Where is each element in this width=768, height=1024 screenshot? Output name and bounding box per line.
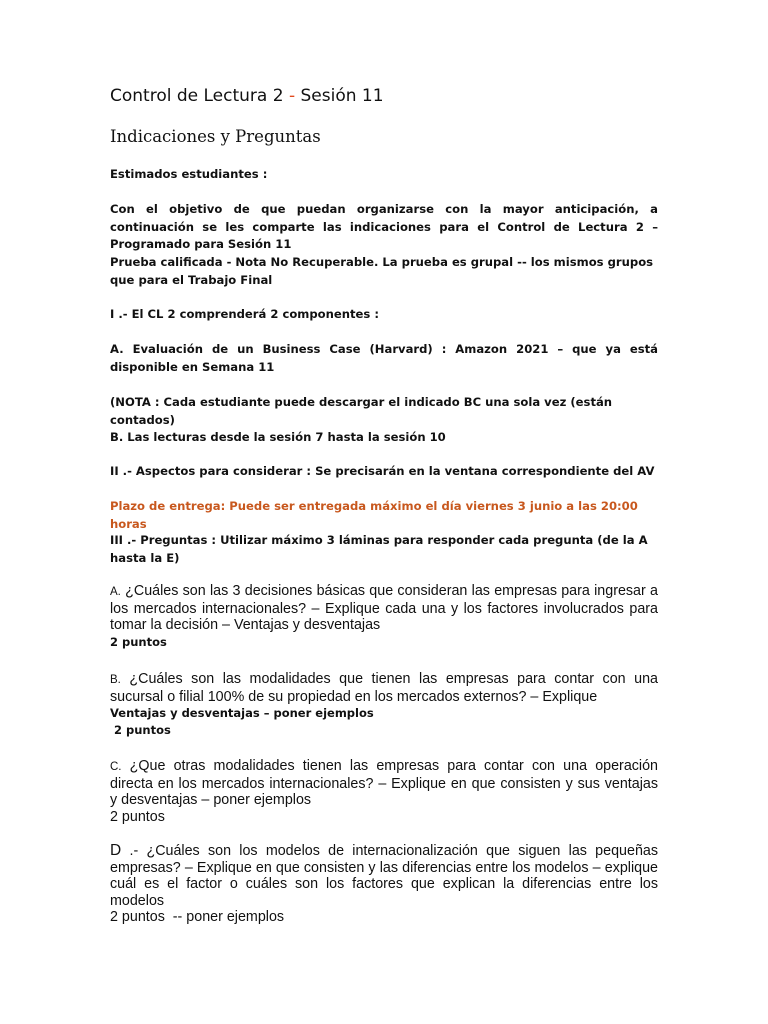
question-b <box>110 671 658 738</box>
question-d <box>110 843 658 926</box>
question-letter: D <box>110 842 122 859</box>
title-dash: - <box>288 86 296 106</box>
question-points: 2 puntos <box>110 634 167 649</box>
section-2-heading: II .- Aspectos para considerar : Se precisarán en la ventana correspondiente del AV <box>110 464 655 478</box>
section-1-heading: I .- El CL 2 comprenderá 2 componentes : <box>110 307 379 321</box>
grading-paragraph: Prueba calificada - Nota No Recuperable. La prueba es grupal -- los mismos grupos que para el Trabajo Final <box>110 255 654 287</box>
question-extra: Ventajas y desventajas – poner ejemplos <box>110 706 374 720</box>
item-a: A. Evaluación de un Business Case (Harvard) : Amazon 2021 – que ya está disponible en Semana 11 <box>110 342 658 374</box>
title-session: Sesión 11 <box>300 86 384 106</box>
intro-paragraph: Con el objetivo de que puedan organizarse con la mayor anticipación, a continuación se les comparte las indicaciones para el Control de Lectura 2 – Programado para Sesión 11 <box>110 202 658 251</box>
item-b: B. Las lecturas desde la sesión 7 hasta la sesión 10 <box>110 430 446 444</box>
question-text: .- ¿Cuáles son los modelos de internacionalización que siguen las pequeñas empresas? – Explique en que consisten y las diferencias entre los modelos – explique cuál es el factor o cuáles son los factores que explican la diferencias entre los modelos <box>110 843 658 909</box>
question-c <box>110 758 658 825</box>
page-title <box>110 86 384 106</box>
question-points: 2 puntos -- poner ejemplos <box>110 909 285 925</box>
question-letter: C. <box>110 761 122 773</box>
question-points: 2 puntos <box>110 722 171 737</box>
question-letter: B. <box>110 674 121 686</box>
deadline: Plazo de entrega: Puede ser entregada máximo el día viernes 3 junio a las 20:00 horas <box>110 499 638 531</box>
greeting: Estimados estudiantes : <box>110 167 268 181</box>
page-subtitle: Indicaciones y Preguntas <box>110 127 321 146</box>
question-text: ¿Cuáles son las 3 decisiones básicas que consideran las empresas para ingresar a los mercados internacionales? – Explique cada una y los factores involucrados para tomar la decisión – Ventajas y desventajas <box>110 583 658 633</box>
title-main: Control de Lectura 2 <box>110 86 284 106</box>
question-letter: A. <box>110 586 121 598</box>
question-text: ¿Cuáles son las modalidades que tienen las empresas para contar con una sucursal o filial 100% de su propiedad en los mercados externos? – Explique <box>110 671 658 705</box>
section-3-heading: III .- Preguntas : Utilizar máximo 3 láminas para responder cada pregunta (de la A hasta la E) <box>110 533 648 565</box>
question-a <box>110 583 658 650</box>
question-points: 2 puntos <box>110 808 165 825</box>
question-text: ¿Que otras modalidades tienen las empresas para contar con una operación directa en los mercados internacionales? – Explique en que consisten y sus ventajas y desventajas – poner ejemplos <box>110 758 658 808</box>
note: (NOTA : Cada estudiante puede descargar el indicado BC una sola vez (están contados) <box>110 395 613 427</box>
